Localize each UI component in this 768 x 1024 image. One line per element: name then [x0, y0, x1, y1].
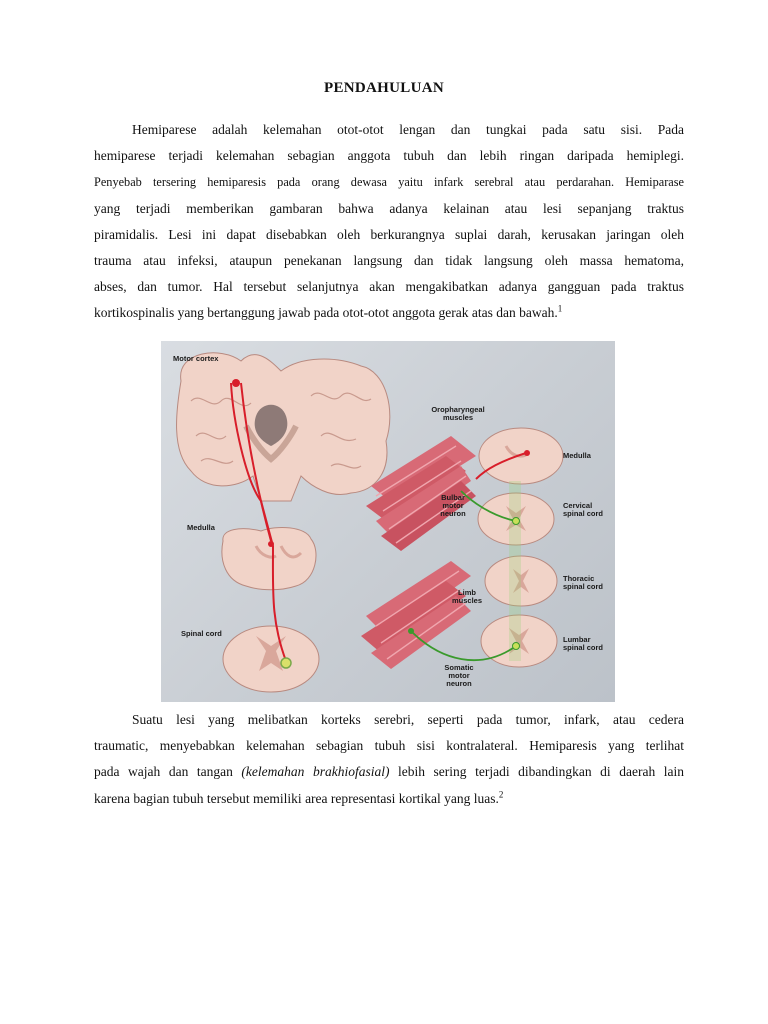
page-title: PENDAHULUAN — [324, 80, 444, 96]
paragraph-line: karena bagian tubuh tersebut memiliki area representasi kortikal yang luas.$^2$ — [94, 789, 504, 806]
paragraph-line: traumatic, menyebabkan kelemahan sebagian tubuh sisi kontralateral. Hemiparesis yang terlihat — [94, 738, 684, 754]
paragraph-line: pada wajah dan tangan (kelemahan brakhiofasial) lebih sering terjadi dibandingkan di daerah lain — [94, 764, 684, 780]
footnote-ref: 2 — [498, 789, 504, 800]
label-thoracic-spinal-cord: Thoracic spinal cord — [563, 574, 604, 591]
label-lumbar-spinal-cord: Lumbar spinal cord — [563, 635, 604, 652]
paragraph-line: Hemiparese adalah kelemahan otot-otot lengan dan tungkai pada satu sisi. Pada — [132, 122, 684, 137]
label-somatic-motor-neuron: Somatic motor neuron — [444, 663, 474, 688]
spinal-cord-section-left — [223, 626, 319, 692]
paragraph-line: Suatu lesi yang melibatkan korteks serebri, seperti pada tumor, infark, atau cedera — [132, 712, 684, 727]
footnote-ref: 1 — [557, 303, 563, 314]
label-medulla-left: Medulla — [187, 523, 215, 532]
paragraph-line: hemiparese terjadi kelemahan sebagian anggota tubuh dan lebih ringan daripada hemiplegi. — [94, 148, 684, 164]
upper-motor-neuron — [232, 379, 240, 387]
medulla-section-right — [479, 428, 563, 484]
label-medulla-right: Medulla — [563, 451, 591, 460]
brain-section — [177, 353, 390, 501]
paragraph-intro — [94, 117, 684, 327]
label-limb-muscles: Limb muscles — [451, 588, 483, 605]
paragraph-line: trauma atau infeksi, ataupun penekanan langsung dan tidak langsung oleh massa hematoma, — [94, 253, 684, 269]
paragraph-lesion — [94, 707, 684, 812]
paragraph-line: yang terjadi memberikan gambaran bahwa adanya kelainan atau lesi sepanjang traktus — [94, 200, 684, 216]
limb-muscle-fibers — [361, 561, 471, 669]
paragraph-line: Penyebab tersering hemiparesis pada orang dewasa yaitu infark serebral atau perdarahan. Hemiparase — [94, 175, 684, 190]
paragraph-line: kortikospinalis yang bertanggung jawab pada otot-otot anggota gerak atas dan bawah.$^1$ — [94, 303, 563, 321]
paragraph-line: piramidalis. Lesi ini dapat disebabkan oleh berkurangnya suplai darah, kerusakan jaringan oleh — [94, 226, 684, 242]
label-motor-cortex: Motor cortex — [173, 354, 219, 363]
label-oropharyngeal-muscles: Oropharyngeal muscles — [431, 405, 485, 422]
label-cervical-spinal-cord: Cervical spinal cord — [563, 501, 604, 518]
motor-pathway-illustration — [161, 341, 615, 702]
paragraph-line: abses, dan tumor. Hal tersebut selanjutnya akan mengakibatkan adanya gangguan pada traktus — [94, 279, 684, 295]
motor-pathway-figure — [161, 341, 615, 702]
label-bulbar-motor-neuron: Bulbar motor neuron — [440, 493, 466, 518]
label-spinal-cord: Spinal cord — [181, 629, 222, 638]
emphasis-term: (kelemahan brakhiofasial) — [241, 764, 390, 780]
